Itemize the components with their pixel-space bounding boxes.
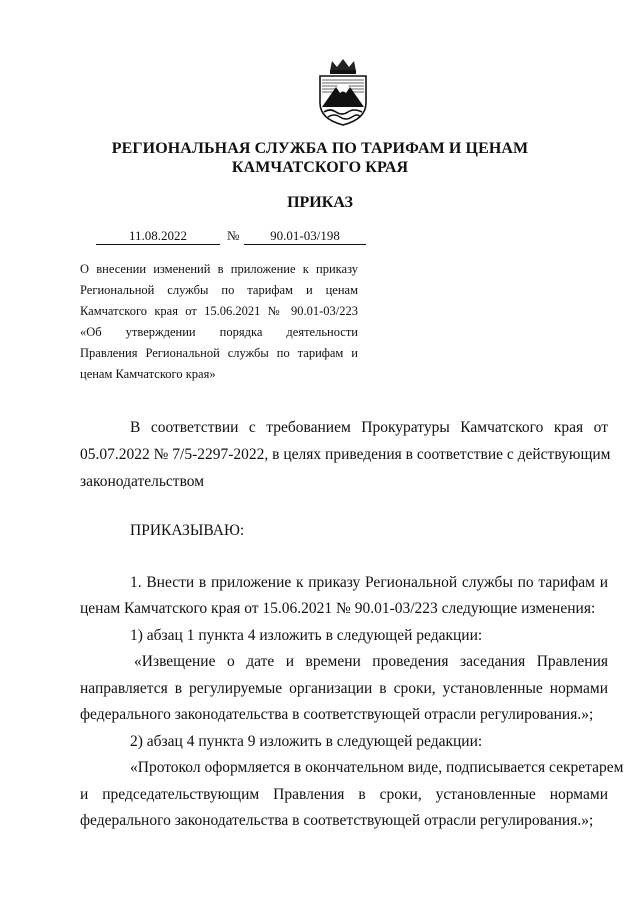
subject-line: Камчатского края от 15.06.2021 № 90.01-03/223: [80, 304, 358, 318]
quote-line: направляется в регулируемые организации в сроки, установленные нормами: [80, 680, 608, 697]
quote-line: «Протокол оформляется в окончательном виде, подписывается секретарем: [130, 759, 624, 776]
subject-line: О внесении изменений в приложение к приказу: [80, 262, 358, 276]
order-directive: ПРИКАЗЫВАЮ:: [130, 522, 245, 539]
document-type-title: ПРИКАЗ: [287, 194, 353, 211]
subject-line: «Об утверждении порядка деятельности: [80, 325, 358, 339]
organization-name-line-2: КАМЧАТСКОГО КРАЯ: [231, 159, 409, 176]
subitem-2: 2) абзац 4 пункта 9 изложить в следующей редакции:: [130, 733, 483, 750]
item-line: 1. Внести в приложение к приказу Региональной службы по тарифам и: [130, 574, 608, 591]
organization-name-line-1: РЕГИОНАЛЬНАЯ СЛУЖБА ПО ТАРИФАМ И ЦЕНАМ: [111, 140, 529, 157]
order-subject: [80, 259, 358, 385]
quote-line: «Извещение о дате и времени проведения заседания Правления: [134, 653, 608, 670]
subitem-1: 1) абзац 1 пункта 4 изложить в следующей редакции:: [130, 627, 483, 644]
subject-line: Региональной службы по тарифам и ценам: [80, 283, 358, 297]
subject-line: Правления Региональной службы по тарифам и: [80, 346, 358, 360]
preamble-line: законодательством: [80, 473, 205, 490]
quote-line: федерального законодательства в соответствующей отрасли регулирования.»;: [80, 706, 594, 723]
preamble-line: В соответствии с требованием Прокуратуры Камчатского края от: [130, 419, 608, 436]
subject-line: ценам Камчатского края»: [80, 367, 216, 381]
preamble-line: 05.07.2022 № 7/5-2297-2022, в целях приведения в соответствие с действующим: [80, 446, 611, 463]
order-number: 90.01-03/198: [244, 228, 366, 245]
quote-line: федерального законодательства в соответствующей отрасли регулирования.»;: [80, 812, 594, 829]
kamchatka-coat-of-arms-icon: [316, 57, 370, 127]
item-line: ценам Камчатского края от 15.06.2021 № 90.01-03/223 следующие изменения:: [80, 600, 596, 617]
order-date: 11.08.2022: [96, 228, 220, 245]
quote-line: и председательствующим Правления в сроки, установленные нормами: [80, 786, 608, 803]
number-sign: №: [227, 228, 240, 243]
